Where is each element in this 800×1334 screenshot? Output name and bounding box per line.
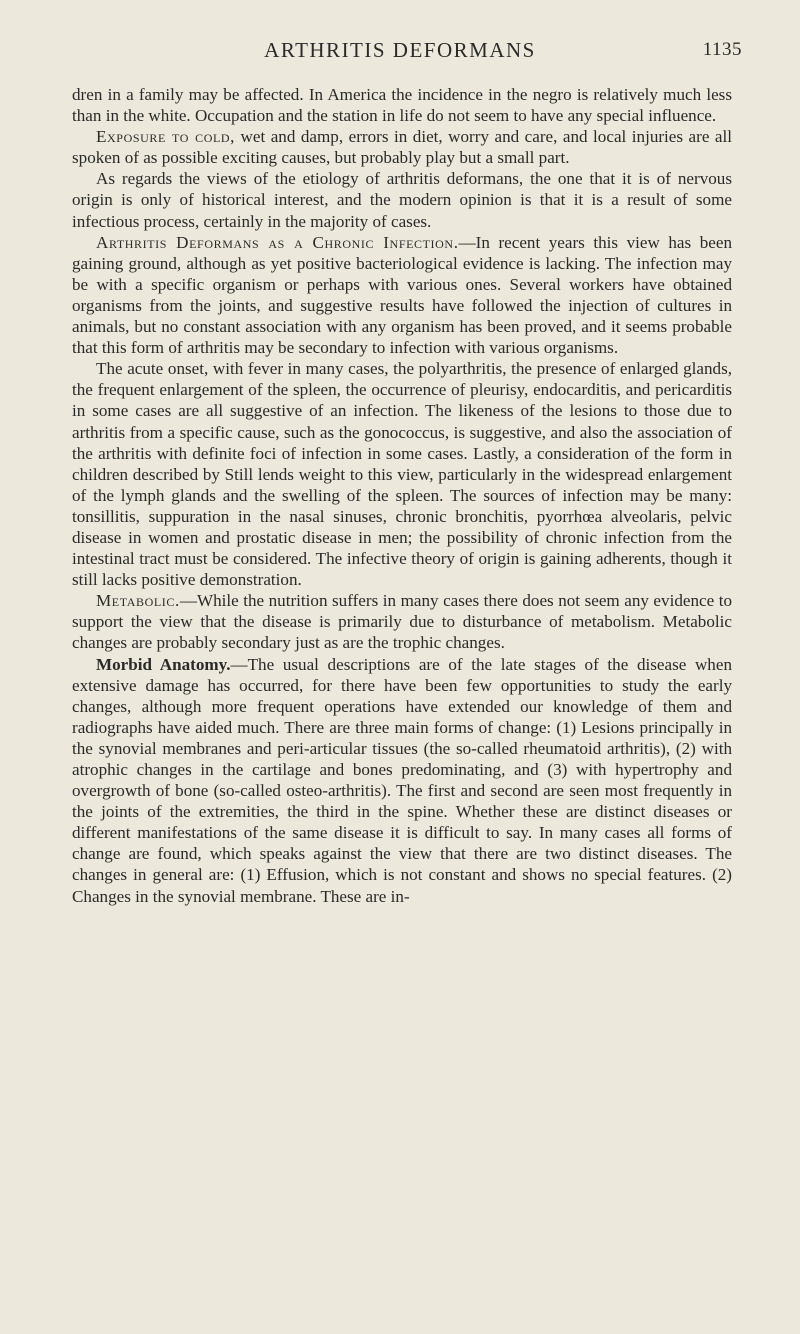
paragraph-exposure xyxy=(72,126,732,168)
page-number: 1135 xyxy=(702,39,742,60)
paragraph-metabolic xyxy=(72,590,732,653)
paragraph-acute-onset xyxy=(72,358,732,590)
paragraph-etiology xyxy=(72,168,732,231)
paragraph-lead: Exposure to cold, xyxy=(96,127,236,147)
paragraph-text: —The usual descriptions are of the late stages of the disease when extensive damage has occurred, for there have been few opportunities to study the early changes, although more frequent operations have extended our knowledge of them and radiographs have aided much. There are three main forms of change: (1) Lesions principally in the synovial membranes and peri-articular tissues (the so-called rheumatoid arthritis), (2) with atrophic changes in the cartilage and bones predominating, and (3) with hypertrophy and overgrowth of bone (so-called osteo-arthritis). The first and second are seen most frequently in the joints of the extremities, the third in the spine. Whether these are distinct diseases or different manifestations of the same disease it is difficult to say. In many cases all forms of change are found, which speaks against the view that there are two distinct diseases. The changes in general are: (1) Effusion, which is not constant and shows no special features. (2) Changes in the synovial membrane. These are in- xyxy=(72,654,732,906)
running-head-title: ARTHRITIS DEFORMANS xyxy=(264,38,536,62)
paragraph-text: The acute onset, with fever in many cases, the polyarthritis, the presence of enlarged glands, the frequent enlargement of the spleen, the occurrence of pleurisy, endocarditis, and pericarditis in some cases are all suggestive of an infection. The likeness of the lesions to those due to arthritis from a specific cause, such as the gonococcus, is suggestive, and also the association of the arthritis with definite foci of infection in some cases. Lastly, a consideration of the form in children described by Still lends weight to this view, particularly in the widespread enlargement of the lymph glands and the swelling of the spleen. The sources of infection may be many: tonsillitis, suppuration in the nasal sinuses, chronic bronchitis, pyorrhœa alveolaris, pelvic disease in women and prostatic disease in men; the possibility of chronic infection from the intestinal tract must be considered. The infective theory of origin is gaining adherents, though it still lacks positive demonstration. xyxy=(72,359,732,590)
paragraph-continuation xyxy=(72,84,732,126)
paragraph-text: —While the nutrition suffers in many cases there does not seem any evidence to support the view that the disease is primarily due to disturbance of metabolism. Metabolic changes are probably secondary just as are the trophic changes. xyxy=(72,591,732,653)
paragraph-text: As regards the views of the etiology of arthritis deformans, the one that it is of nervous origin is only of historical interest, and the modern opinion is that it is a result of some infectious process, certainly in the majority of cases. xyxy=(72,169,732,231)
paragraph-text: —In recent years this view has been gaining ground, although as yet positive bacteriological evidence is lacking. The infection may be with a specific organism or perhaps with various ones. Several workers have obtained organisms from the joints, and suggestive results have followed the injection of cultures in animals, but no constant association with any organism has been proved, and it seems probable that this form of arthritis may be secondary to infection with various organisms. xyxy=(72,232,732,358)
paragraph-chronic-infection xyxy=(72,232,732,359)
paragraph-morbid-anatomy xyxy=(72,654,732,907)
body-text xyxy=(72,84,732,907)
section-heading-metabolic: Metabolic. xyxy=(96,591,180,611)
paragraph-text: dren in a family may be affected. In America the incidence in the negro is relatively much less than in the white. Occupation and the station in life do not seem to have any special influence. xyxy=(72,85,732,126)
section-heading-morbid-anatomy: Morbid Anatomy. xyxy=(96,654,231,674)
running-head xyxy=(0,38,800,64)
paragraph-text: wet and damp, errors in diet, worry and care, and local injuries are all spoken of as possible exciting causes, but probably play but a small part. xyxy=(72,127,732,168)
section-heading-chronic-infection: Arthritis Deformans as a Chronic Infection. xyxy=(96,232,459,252)
